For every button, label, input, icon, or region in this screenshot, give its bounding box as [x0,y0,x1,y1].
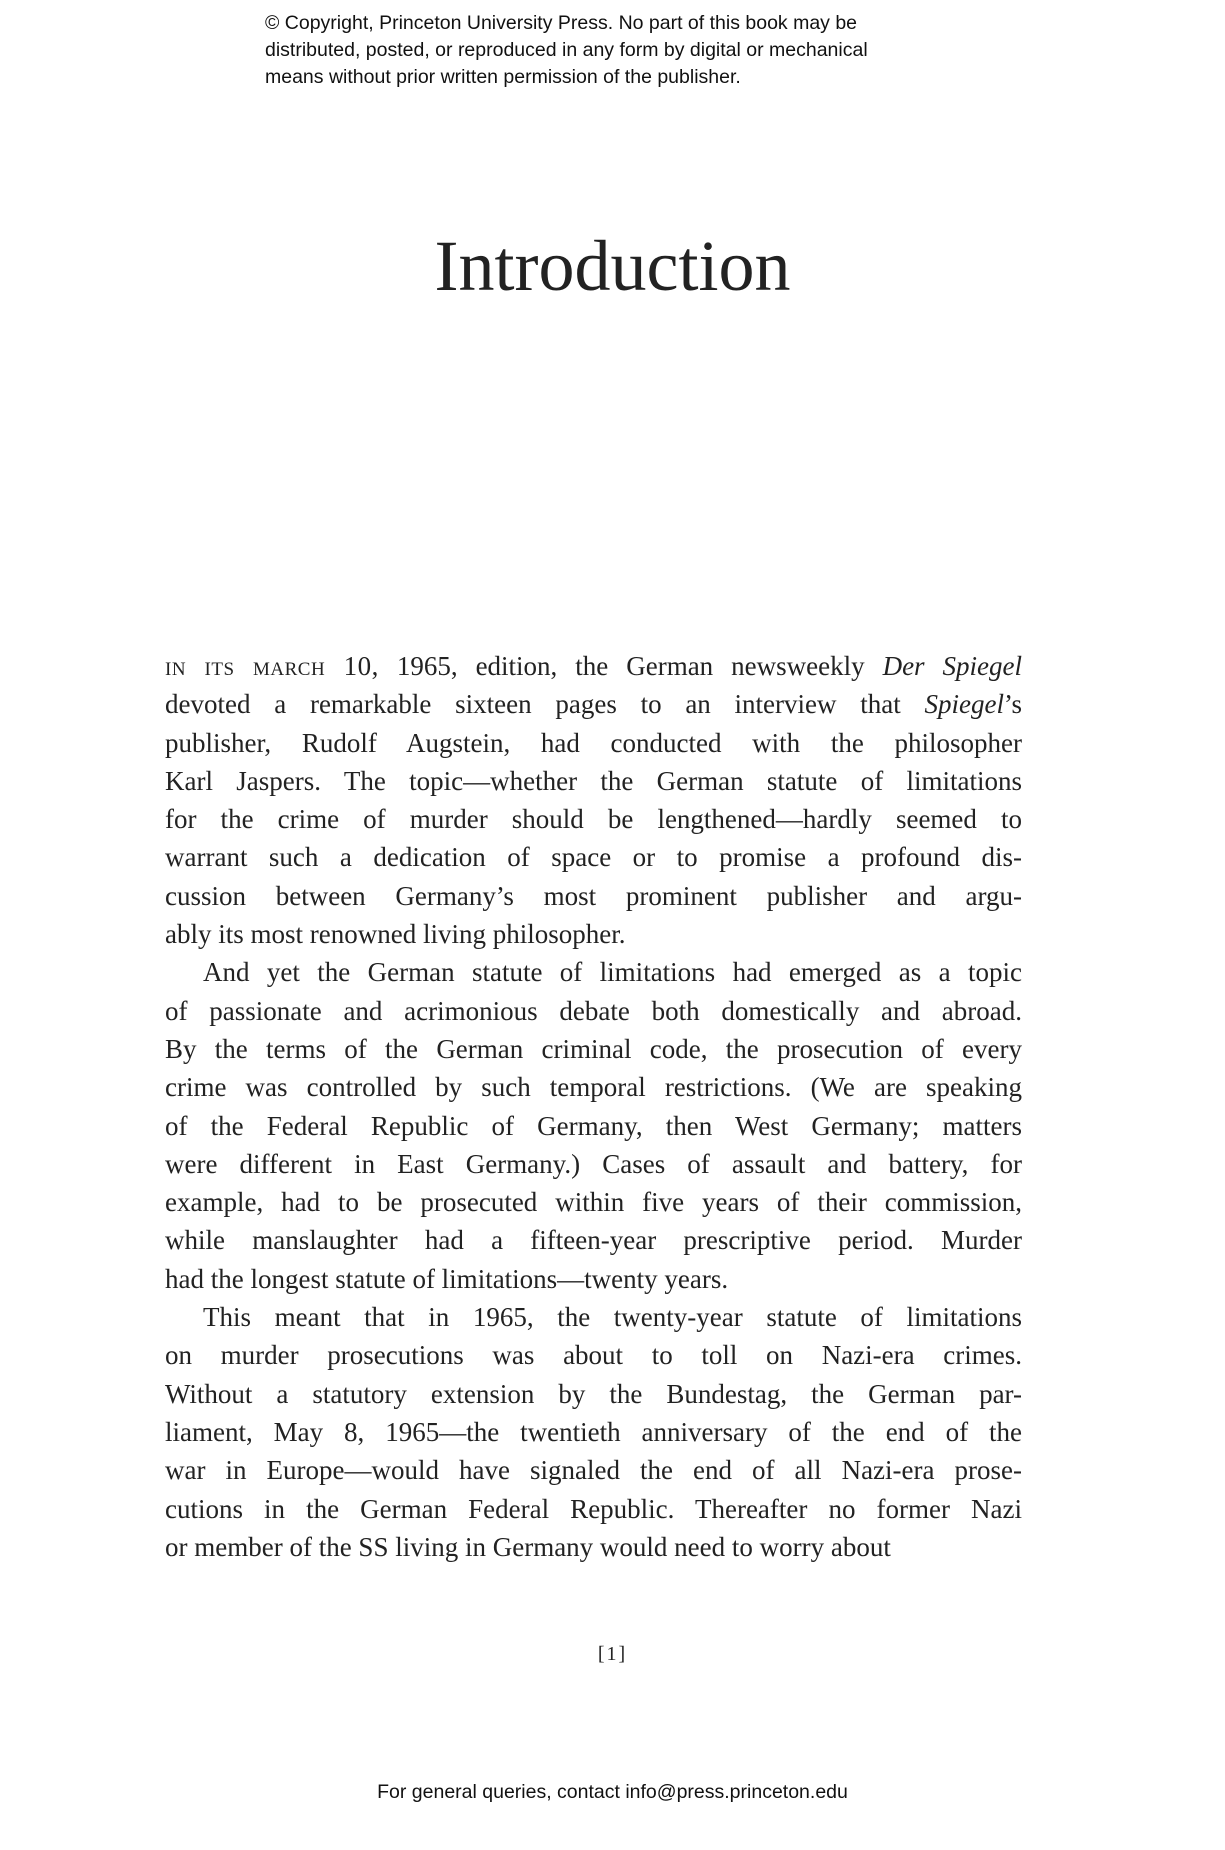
text-line [165,1221,1022,1259]
text-line [165,1451,1022,1489]
italic-title: Spiegel [924,689,1004,720]
text-line [165,1336,1022,1374]
body-text [165,647,1022,1566]
text-line [165,647,1022,685]
text-run: had the longest statute of limitations—twenty years. [165,1263,729,1294]
text-run: ably its most renowned living philosopher. [165,919,626,950]
text-run: of the Federal Republic of Germany, then West Germany; matters [165,1110,1022,1141]
text-run: on murder prosecutions was about to toll on Nazi-era crimes. [165,1340,1022,1371]
text-line [165,1068,1022,1106]
text-line [165,992,1022,1030]
text-run: warrant such a dedication of space or to promise a profound dis- [165,842,1022,873]
page-number: [1] [597,1643,628,1665]
text-line [165,1030,1022,1068]
text-run: This meant that in 1965, the twenty-year statute of limitations [203,1302,1022,1333]
text-run: By the terms of the German criminal code, the prosecution of every [165,1033,1022,1064]
text-line [165,1260,1022,1298]
text-run: example, had to be prosecuted within five years of their commission, [165,1187,1022,1218]
text-line [165,762,1022,800]
text-line [165,915,1022,953]
footer-contact: For general queries, contact info@press.princeton.edu [377,1781,848,1803]
text-line [165,1183,1022,1221]
text-line [165,800,1022,838]
text-run: Without a statutory extension by the Bundestag, the German par- [165,1378,1022,1409]
text-run: 1965, edition, the German newsweekly [378,651,883,681]
italic-title: Der Spiegel [882,651,1023,681]
text-line [165,685,1022,723]
text-run: publisher, Rudolf Augstein, had conducted with the philosopher [165,727,1022,758]
text-run: cussion between Germany’s most prominent publisher and argu- [165,880,1022,911]
copyright-line: distributed, posted, or reproduced in any form by digital or mechanical [265,39,868,61]
text-run: while manslaughter had a fifteen-year prescriptive period. Murder [165,1225,1022,1256]
lead-in-small-caps: in its march 10, [165,651,379,681]
chapter-title: Introduction [434,226,791,306]
text-line [165,838,1022,876]
text-run: for the crime of murder should be lengthened—hardly seemed to [165,804,1022,835]
text-run: devoted a remarkable sixteen pages to an interview that [165,689,925,720]
text-run: Karl Jaspers. The topic—whether the German statute of limitations [165,765,1022,796]
text-run: or member of the SS living in Germany would need to worry about [165,1531,891,1562]
text-line [165,1298,1022,1336]
text-line [165,1145,1022,1183]
text-run: ’s [1003,689,1022,720]
text-line [165,1413,1022,1451]
copyright-notice [265,10,868,91]
text-run: crime was controlled by such temporal restrictions. (We are speaking [165,1072,1022,1103]
text-line [165,1107,1022,1145]
copyright-line: © Copyright, Princeton University Press. No part of this book may be [265,12,858,34]
copyright-line: means without prior written permission of the publisher. [265,66,741,88]
text-line [165,1490,1022,1528]
text-line [165,953,1022,991]
text-line [165,877,1022,915]
text-run: war in Europe—would have signaled the end of all Nazi-era prose- [165,1455,1022,1486]
text-run: cutions in the German Federal Republic. Thereafter no former Nazi [165,1493,1022,1524]
text-line [165,1375,1022,1413]
text-run: were different in East Germany.) Cases of assault and battery, for [165,1148,1022,1179]
text-line [165,724,1022,762]
text-run: of passionate and acrimonious debate both domestically and abroad. [165,995,1022,1026]
text-line [165,1528,1022,1566]
text-run: And yet the German statute of limitations had emerged as a topic [203,957,1022,988]
text-run: liament, May 8, 1965—the twentieth anniversary of the end of the [165,1416,1022,1447]
